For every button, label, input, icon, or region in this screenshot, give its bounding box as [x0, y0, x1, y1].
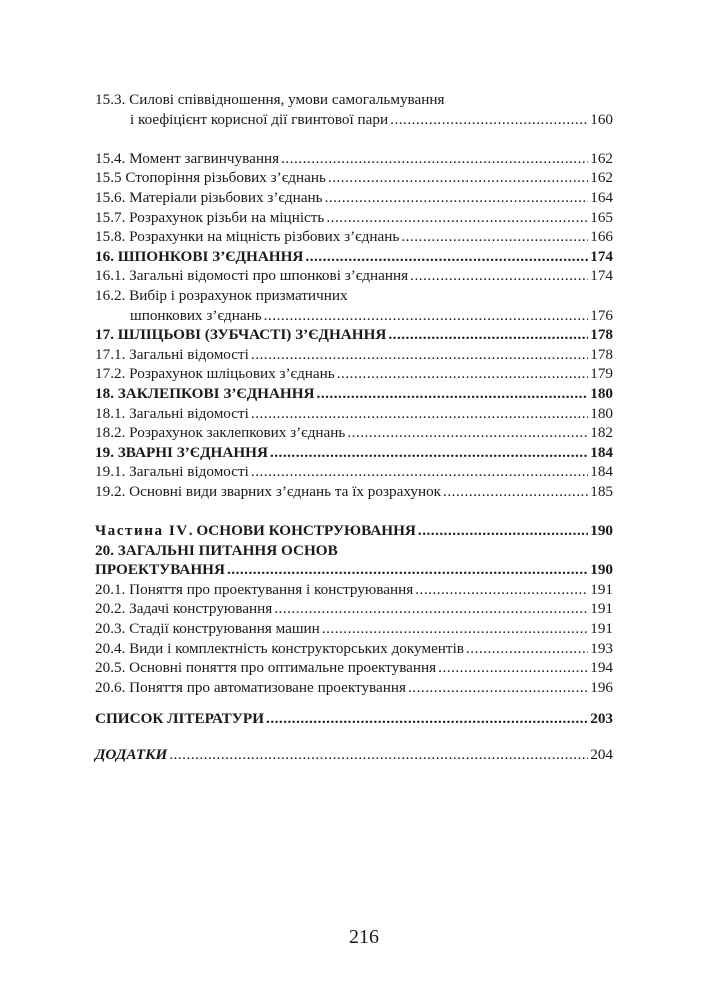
toc-entry: [95, 619, 613, 639]
leader-dots: [401, 227, 588, 247]
toc-page: 191: [590, 600, 613, 618]
toc-chapter: [95, 443, 613, 463]
toc-entry-label: 16.2. Вибір і розрахунок призматичних: [95, 286, 348, 304]
toc-chapter: [95, 247, 613, 267]
toc-entry: [95, 462, 613, 482]
toc-page: 180: [590, 384, 613, 402]
toc-entry-label: ПРОЕКТУВАННЯ: [95, 561, 225, 579]
toc-chapter-cont: [95, 560, 613, 580]
toc-page: 174: [590, 267, 613, 285]
toc-page: 203: [590, 710, 613, 728]
toc-entry-label: 15.7. Розрахунок різьби на міцність: [95, 208, 325, 226]
toc-page: 166: [590, 228, 613, 246]
toc-entry-label: 15.8. Розрахунки на міцність різбових з’єднань: [95, 228, 400, 246]
toc-page: 176: [590, 306, 613, 324]
leader-dots: [418, 521, 588, 541]
toc-page: 160: [590, 110, 613, 128]
leader-dots: [322, 619, 588, 639]
toc-page: 204: [590, 746, 613, 763]
toc-entry: [95, 580, 613, 600]
toc-page: 193: [590, 639, 613, 657]
toc-entry-label: шпонкових з’єднань: [130, 306, 262, 324]
toc-entry: [95, 639, 613, 659]
toc-page: 190: [590, 522, 613, 540]
toc-entry-label: 17.2. Розрахунок шліцьових з’єднань: [95, 365, 335, 383]
leader-dots: [281, 149, 588, 169]
page-number: 216: [349, 926, 379, 948]
toc-entry-label: 20.5. Основні поняття про оптимальне проектування: [95, 659, 437, 677]
toc-entry: [95, 345, 613, 365]
toc-entry-label: 20. ЗАГАЛЬНІ ПИТАННЯ ОСНОВ: [95, 541, 338, 559]
toc-entry: [95, 658, 613, 678]
toc-page: 185: [590, 482, 613, 500]
toc-page: 184: [590, 443, 613, 461]
toc-entry-label: 19. ЗВАРНІ З’ЄДНАННЯ: [95, 443, 268, 461]
leader-dots: [169, 745, 588, 765]
leader-dots: [388, 325, 588, 345]
toc-page: 190: [590, 561, 613, 579]
leader-dots: [326, 208, 588, 228]
toc-entry-label: ДОДАТКИ: [95, 746, 168, 763]
leader-dots: [328, 168, 588, 188]
toc-entry-label: 20.4. Види і комплектність конструкторських документів: [95, 639, 464, 657]
toc-chapter: [95, 541, 613, 561]
leader-dots: [251, 462, 588, 482]
toc-page: 194: [590, 659, 613, 677]
leader-dots: [390, 110, 588, 130]
leader-dots: [337, 364, 588, 384]
toc-entry: [95, 227, 613, 247]
leader-dots: [438, 658, 588, 678]
toc-entry-label: 19.2. Основні види зварних з’єднань та їх розрахунок: [95, 482, 442, 500]
toc-entry: [95, 266, 613, 286]
toc-entry-label: 15.5 Стопоріння різьбових з’єднань: [95, 169, 326, 187]
toc-entry-label: 20.6. Поняття про автоматизоване проектування: [95, 678, 406, 696]
toc-page: 182: [590, 424, 613, 442]
toc-entry-label: 16. ШПОНКОВІ З’ЄДНАННЯ: [95, 247, 304, 265]
toc-page: 191: [590, 580, 613, 598]
leader-dots: [274, 599, 588, 619]
toc-page: 165: [590, 208, 613, 226]
leader-dots: [325, 188, 589, 208]
leader-dots: [415, 580, 588, 600]
toc-entry-15-3: [95, 90, 613, 110]
toc-entry-label: 15.6. Матеріали різьбових з’єднань: [95, 188, 323, 206]
toc-entry: [95, 149, 613, 169]
leader-dots: [443, 482, 588, 502]
toc-page: 180: [590, 404, 613, 422]
toc-page: 178: [590, 345, 613, 363]
toc-entry-label: 20.3. Стадії конструювання машин: [95, 620, 320, 638]
leader-dots: [408, 678, 588, 698]
leader-dots: [251, 404, 588, 424]
toc-appendices: [95, 745, 613, 765]
part-title: . ОСНОВИ КОНСТРУЮВАННЯ: [188, 522, 416, 540]
leader-dots: [227, 560, 588, 580]
toc-references: [95, 709, 613, 729]
toc-entry-15-3-cont: [95, 110, 613, 130]
leader-dots: [347, 423, 588, 443]
leader-dots: [305, 247, 588, 267]
toc-entry-label: і коефіцієнт корисної дії гвинтової пари: [130, 110, 389, 128]
toc-entry-label: СПИСОК ЛІТЕРАТУРИ: [95, 710, 265, 728]
toc-entry: [95, 482, 613, 502]
toc-entry-label: 18. ЗАКЛЕПКОВІ З’ЄДНАННЯ: [95, 384, 315, 402]
toc-page: 191: [590, 620, 613, 638]
toc-entry: [95, 423, 613, 443]
toc-page: 184: [590, 463, 613, 481]
toc-entry-label: 17. ШЛІЦЬОВІ (ЗУБЧАСТІ) З’ЄДНАННЯ: [95, 326, 387, 344]
toc-entry-label: 18.2. Розрахунок заклепкових з’єднань: [95, 424, 346, 442]
toc-entry: [95, 188, 613, 208]
toc-chapter: [95, 384, 613, 404]
toc-page: 162: [590, 169, 613, 187]
part-prefix: Частина IV: [95, 522, 189, 540]
toc-page: 164: [590, 188, 613, 206]
leader-dots: [466, 639, 588, 659]
toc-page: 178: [590, 326, 613, 344]
leader-dots: [410, 266, 588, 286]
toc-entry: [95, 364, 613, 384]
toc-entry-label: 18.1. Загальні відомості: [95, 404, 249, 422]
toc-entry: [95, 404, 613, 424]
leader-dots: [251, 345, 588, 365]
leader-dots: [264, 306, 589, 326]
toc-page: 174: [590, 247, 613, 265]
toc-page: 162: [590, 149, 613, 167]
leader-dots: [270, 443, 588, 463]
toc-entry-label: 15.3. Силові співвідношення, умови самогальмування: [95, 91, 445, 108]
toc-page: 179: [590, 365, 613, 383]
leader-dots: [317, 384, 589, 404]
toc-part: [95, 521, 613, 541]
toc-entry-label: 20.2. Задачі конструювання: [95, 600, 273, 618]
toc-entry: [95, 599, 613, 619]
toc-entry: [95, 168, 613, 188]
toc-chapter: [95, 325, 613, 345]
toc-entry: [95, 208, 613, 228]
toc-entry: [95, 286, 613, 306]
toc-entry-label: 16.1. Загальні відомості про шпонкові з’єднання: [95, 267, 409, 285]
toc-entry-cont: [95, 306, 613, 326]
toc-page: 196: [590, 678, 613, 696]
leader-dots: [266, 709, 588, 729]
toc-entry-label: 17.1. Загальні відомості: [95, 345, 249, 363]
toc-entry-label: 20.1. Поняття про проектування і конструювання: [95, 580, 414, 598]
toc-entry: [95, 678, 613, 698]
toc-entry-label: 19.1. Загальні відомості: [95, 463, 249, 481]
table-of-contents: [95, 90, 613, 765]
toc-entry-label: [95, 521, 416, 541]
toc-entry-label: 15.4. Момент загвинчування: [95, 149, 280, 167]
